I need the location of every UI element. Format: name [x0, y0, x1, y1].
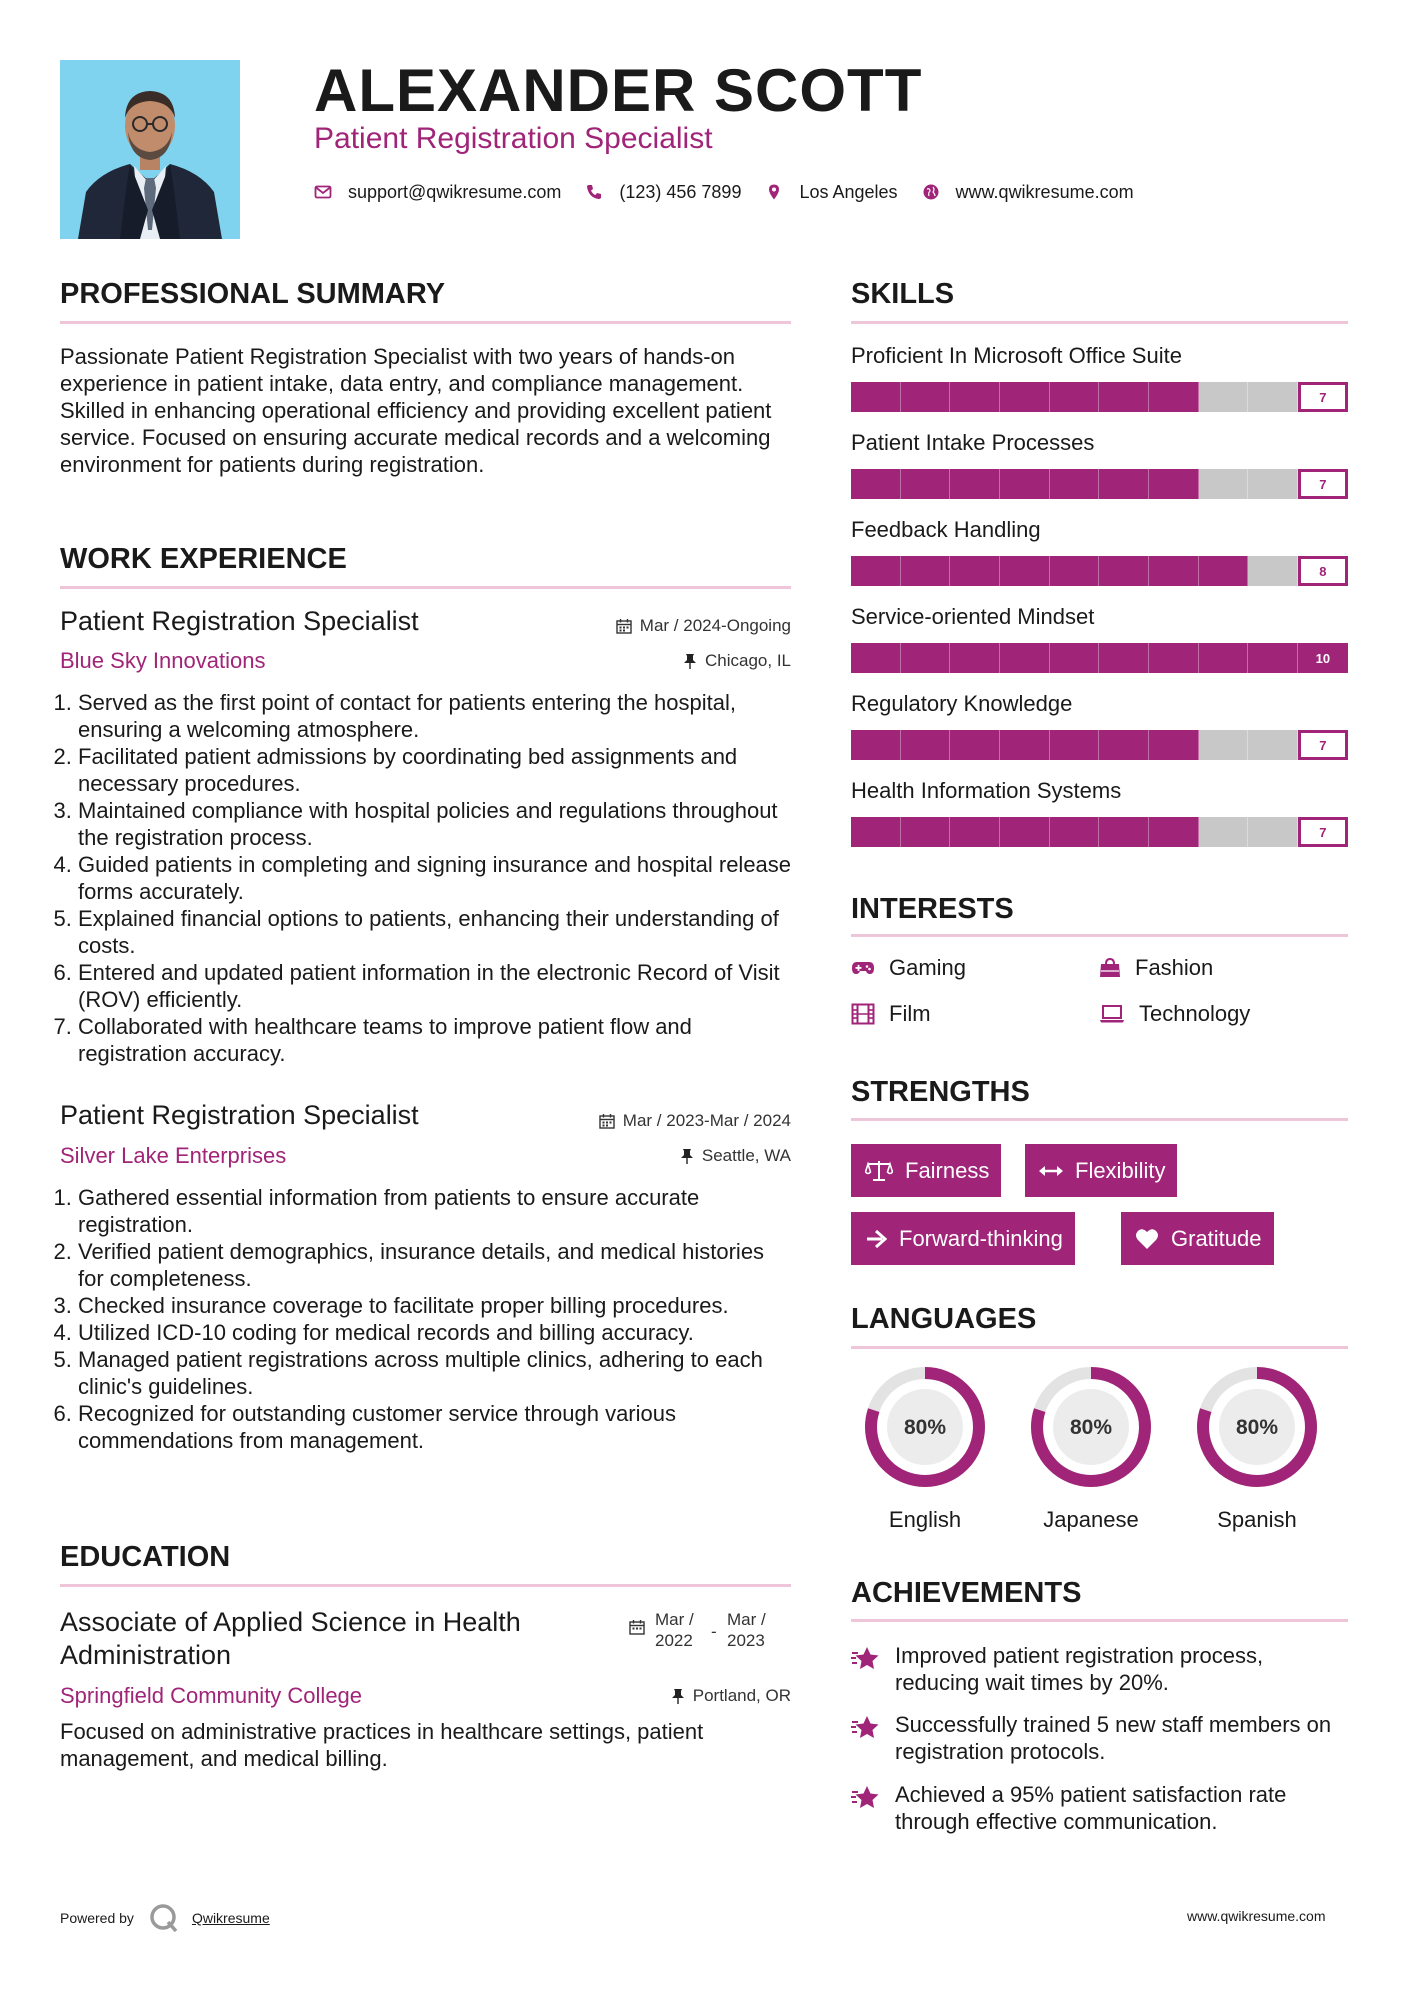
- skill-level-segment: [851, 382, 901, 412]
- shopping-bag-icon: [1099, 957, 1121, 979]
- interest-label: Gaming: [889, 955, 967, 980]
- skill-level-segment: [1149, 556, 1199, 586]
- contact-phone-text: (123) 456 7899: [619, 181, 742, 202]
- skill-label: Health Information Systems: [851, 778, 1122, 803]
- globe-icon: [922, 183, 940, 201]
- skill-level-segment: [851, 730, 901, 760]
- calendar-icon: [599, 1113, 615, 1129]
- skill-level-segment: [851, 643, 901, 673]
- calendar-icon: [616, 618, 632, 634]
- star-award-icon: [851, 1783, 883, 1811]
- list-item: 4. Guided patients in completing and signing insurance and hospital release forms accurately.: [78, 851, 795, 905]
- thumbtack-icon: [683, 653, 697, 669]
- strengths-heading: STRENGTHS: [851, 1076, 1030, 1108]
- achievement-item: [851, 1781, 1351, 1835]
- skills-rule: [851, 321, 1348, 324]
- skill-label: Feedback Handling: [851, 517, 1041, 542]
- job-company: Blue Sky Innovations: [60, 648, 266, 673]
- footer-website[interactable]: www.qwikresume.com: [1187, 1908, 1326, 1924]
- date-separator: -: [711, 1622, 717, 1641]
- skill-level-segment: [1050, 730, 1100, 760]
- candidate-title: Patient Registration Specialist: [314, 122, 713, 155]
- interests-rule: [851, 934, 1348, 937]
- skill-level-segment: [1199, 643, 1249, 673]
- skill-level-segment: [1099, 730, 1149, 760]
- interest-item-technology: [1099, 1001, 1250, 1027]
- interest-label: Technology: [1139, 1001, 1251, 1026]
- job-dates-text: Mar / 2024-Ongoing: [639, 616, 791, 635]
- contact-email-text: support@qwikresume.com: [348, 181, 562, 202]
- skill-level-segment: [950, 382, 1000, 412]
- language-label: Spanish: [1217, 1507, 1297, 1532]
- skill-level-segment: [901, 556, 951, 586]
- arrow-right-icon: [865, 1229, 887, 1249]
- arrows-h-icon: [1039, 1164, 1063, 1178]
- languages-heading: LANGUAGES: [851, 1303, 1037, 1335]
- list-item: 7. Collaborated with healthcare teams to improve patient flow and registration accuracy.: [78, 1013, 795, 1067]
- powered-by-text: Powered by: [60, 1910, 134, 1926]
- strength-tag-gratitude: [1121, 1212, 1274, 1265]
- star-award-icon: [851, 1644, 883, 1672]
- job-company: Silver Lake Enterprises: [60, 1143, 287, 1168]
- job-dates-text: Mar / 2023-Mar / 2024: [622, 1111, 791, 1130]
- language-label: English: [888, 1507, 962, 1532]
- skill-level-segment: [851, 817, 901, 847]
- phone-icon: [585, 183, 603, 201]
- skill-level-bar: [851, 556, 1348, 586]
- list-item: 2. Verified patient demographics, insurance details, and medical histories for completeness.: [78, 1238, 795, 1292]
- candidate-name: ALEXANDER SCOTT: [314, 57, 923, 124]
- language-percent: 80%: [1235, 1416, 1279, 1439]
- qwikresume-logo-icon: [148, 1903, 180, 1933]
- language-item: [845, 1364, 1005, 1533]
- skill-label: Regulatory Knowledge: [851, 691, 1073, 716]
- thumbtack-icon: [671, 1688, 685, 1704]
- calendar-icon: [629, 1619, 645, 1635]
- achievement-item: [851, 1642, 1351, 1696]
- job-duties-list: [60, 689, 795, 1067]
- interest-item-fashion: [1099, 955, 1213, 981]
- list-item: 2. Facilitated patient admissions by coordinating bed assignments and necessary procedures.: [78, 743, 795, 797]
- language-donut: [1011, 1364, 1171, 1490]
- list-item: 4. Utilized ICD-10 coding for medical records and billing accuracy.: [78, 1319, 795, 1346]
- contact-email[interactable]: [314, 182, 561, 203]
- list-item: 1. Gathered essential information from patients to ensure accurate registration.: [78, 1184, 795, 1238]
- skill-item: [851, 604, 1348, 691]
- skill-level-segment: [1050, 382, 1100, 412]
- list-item: 5. Explained financial options to patients, enhancing their understanding of costs.: [78, 905, 795, 959]
- interests-heading: INTERESTS: [851, 893, 1014, 925]
- skill-level-segment: [950, 817, 1000, 847]
- skill-label: Service-oriented Mindset: [851, 604, 1095, 629]
- list-item: 5. Managed patient registrations across multiple clinics, adhering to each clinic's guidelines.: [78, 1346, 795, 1400]
- skills-list: [851, 343, 1348, 865]
- experience-rule: [60, 586, 791, 589]
- skill-level-segment: [1248, 817, 1298, 847]
- skill-level-segment: [1149, 469, 1199, 499]
- language-item: [1011, 1364, 1171, 1533]
- school-location-text: Portland, OR: [692, 1686, 791, 1705]
- skill-label: Patient Intake Processes: [851, 430, 1095, 455]
- school-name: Springfield Community College: [60, 1683, 363, 1708]
- skill-level-bar: [851, 817, 1348, 847]
- list-item: 3. Maintained compliance with hospital policies and regulations throughout the registration process.: [78, 797, 795, 851]
- list-item: 6. Entered and updated patient information in the electronic Record of Visit (ROV) efficiently.: [78, 959, 795, 1013]
- skill-level-value: 8: [1298, 556, 1348, 586]
- skill-level-segment: [1000, 469, 1050, 499]
- gamepad-icon: [851, 960, 875, 976]
- skill-level-segment: [950, 469, 1000, 499]
- skills-heading: SKILLS: [851, 278, 955, 310]
- skill-level-segment: [901, 730, 951, 760]
- language-donut: [1177, 1364, 1337, 1490]
- strength-label: Fairness: [905, 1157, 990, 1183]
- contact-website[interactable]: [922, 182, 1134, 203]
- education-rule: [60, 1584, 791, 1587]
- skill-level-segment: [1248, 382, 1298, 412]
- skill-level-segment: [901, 643, 951, 673]
- skill-level-segment: [1149, 643, 1199, 673]
- strengths-rule: [851, 1118, 1348, 1121]
- strength-tag-forward-thinking: [851, 1212, 1075, 1265]
- skill-level-segment: [1099, 556, 1149, 586]
- language-donut: [845, 1364, 1005, 1490]
- skill-level-bar: [851, 469, 1348, 499]
- skill-level-segment: [1248, 556, 1298, 586]
- school-location: [491, 1686, 791, 1706]
- contact-website-text: www.qwikresume.com: [955, 181, 1134, 202]
- experience-heading: WORK EXPERIENCE: [60, 543, 347, 575]
- languages-list: [845, 1364, 1355, 1540]
- language-label: Japanese: [1043, 1507, 1139, 1532]
- languages-rule: [851, 1346, 1348, 1349]
- skill-level-segment: [901, 817, 951, 847]
- footer-powered-by: [60, 1903, 270, 1933]
- interest-item-film: [851, 1001, 931, 1027]
- skill-item: [851, 430, 1348, 517]
- achievement-text: Improved patient registration process, reducing wait times by 20%.: [895, 1643, 1264, 1695]
- skill-level-segment: [901, 469, 951, 499]
- contact-bar: [314, 180, 1158, 204]
- skill-level-segment: [851, 469, 901, 499]
- skill-level-segment: [1099, 817, 1149, 847]
- skill-level-segment: [1248, 643, 1298, 673]
- skill-level-bar: [851, 730, 1348, 760]
- envelope-icon: [314, 183, 332, 201]
- language-percent: 80%: [903, 1416, 947, 1439]
- job-location: [491, 651, 791, 671]
- job-title: Patient Registration Specialist: [60, 1100, 419, 1130]
- skill-level-segment: [1099, 643, 1149, 673]
- strength-label: Forward-thinking: [899, 1225, 1063, 1251]
- skill-level-segment: [1000, 382, 1050, 412]
- education-heading: EDUCATION: [60, 1541, 231, 1573]
- achievement-text: Achieved a 95% patient satisfaction rate through effective communication.: [895, 1782, 1287, 1834]
- skill-level-segment: [950, 643, 1000, 673]
- achievement-item: [851, 1711, 1351, 1765]
- job-title: Patient Registration Specialist: [60, 606, 419, 636]
- contact-location: [765, 182, 897, 203]
- heart-icon: [1135, 1228, 1159, 1250]
- skill-level-segment: [1050, 556, 1100, 586]
- skill-item: [851, 691, 1348, 778]
- skill-level-segment: [1199, 730, 1249, 760]
- skill-level-value: 7: [1298, 730, 1348, 760]
- skill-level-segment: [901, 382, 951, 412]
- language-item: [1177, 1364, 1337, 1533]
- job-dates: [491, 616, 791, 636]
- skill-label: Proficient In Microsoft Office Suite: [851, 343, 1182, 368]
- achievement-text: Successfully trained 5 new staff members on registration protocols.: [895, 1712, 1332, 1764]
- skill-level-segment: [950, 556, 1000, 586]
- skill-level-segment: [1149, 817, 1199, 847]
- skill-level-value: 10: [1298, 643, 1348, 673]
- skill-level-segment: [1199, 817, 1249, 847]
- film-icon: [851, 1003, 875, 1025]
- job-location: [491, 1146, 791, 1166]
- summary-rule: [60, 321, 791, 324]
- strength-label: Flexibility: [1075, 1157, 1166, 1183]
- skill-level-value: 7: [1298, 469, 1348, 499]
- summary-heading: PROFESSIONAL SUMMARY: [60, 278, 446, 310]
- education-start-date: Mar / 2022: [655, 1610, 694, 1650]
- skill-level-segment: [1000, 817, 1050, 847]
- skill-item: [851, 517, 1348, 604]
- skill-level-segment: [1248, 469, 1298, 499]
- profile-photo-image: [60, 60, 240, 239]
- list-item: 6. Recognized for outstanding customer service through various commendations from management.: [78, 1400, 795, 1454]
- education-text: Focused on administrative practices in healthcare settings, patient management, and medical billing.: [60, 1719, 704, 1771]
- skill-level-segment: [1199, 382, 1249, 412]
- strength-tag-fairness: [851, 1144, 1001, 1197]
- skill-level-segment: [1099, 382, 1149, 412]
- summary-text: Passionate Patient Registration Specialist with two years of hands-on experience in patient intake, data entry, and compliance management. Skilled in enhancing operational efficiency and providing excellent patient service. Focused on ensuring accurate medical records and a welcoming environment for patients during registration.: [60, 344, 772, 477]
- brand-link[interactable]: Qwikresume: [191, 1910, 270, 1926]
- job-dates: [491, 1111, 791, 1131]
- skill-level-value: 7: [1298, 382, 1348, 412]
- skill-level-bar: [851, 382, 1348, 412]
- laptop-icon: [1099, 1004, 1125, 1024]
- balance-scale-icon: [865, 1159, 893, 1183]
- skill-level-segment: [1000, 556, 1050, 586]
- thumbtack-icon: [680, 1148, 694, 1164]
- interest-label: Fashion: [1135, 955, 1214, 980]
- skill-level-segment: [1000, 643, 1050, 673]
- skill-level-segment: [1149, 730, 1199, 760]
- education-dates: [629, 1609, 783, 1651]
- list-item: 3. Checked insurance coverage to facilitate proper billing procedures.: [78, 1292, 795, 1319]
- profile-photo: [60, 60, 240, 239]
- list-item: 1. Served as the first point of contact for patients entering the hospital, ensuring a welcoming atmosphere.: [78, 689, 795, 743]
- job-duties-list: [60, 1184, 795, 1454]
- contact-phone[interactable]: [585, 182, 741, 203]
- skill-level-segment: [1248, 730, 1298, 760]
- skill-level-segment: [1099, 469, 1149, 499]
- skill-level-segment: [950, 730, 1000, 760]
- skill-item: [851, 778, 1348, 865]
- skill-level-segment: [1050, 469, 1100, 499]
- skill-level-segment: [1050, 817, 1100, 847]
- skill-level-segment: [851, 556, 901, 586]
- skill-level-segment: [1050, 643, 1100, 673]
- strength-label: Gratitude: [1171, 1225, 1262, 1251]
- skill-level-value: 7: [1298, 817, 1348, 847]
- achievements-rule: [851, 1619, 1348, 1622]
- skill-level-segment: [1000, 730, 1050, 760]
- education-end-date: Mar / 2023: [727, 1610, 766, 1650]
- skill-level-segment: [1199, 556, 1249, 586]
- job-location-text: Seattle, WA: [701, 1146, 791, 1165]
- interest-item-gaming: [851, 955, 966, 981]
- skill-level-segment: [1149, 382, 1199, 412]
- skill-item: [851, 343, 1348, 430]
- star-award-icon: [851, 1713, 883, 1741]
- degree-title: Associate of Applied Science in Health Administration: [60, 1607, 521, 1670]
- achievements-heading: ACHIEVEMENTS: [851, 1577, 1082, 1609]
- map-marker-icon: [765, 183, 783, 201]
- language-percent: 80%: [1069, 1416, 1113, 1439]
- job-location-text: Chicago, IL: [705, 651, 791, 670]
- skill-level-bar: [851, 643, 1348, 673]
- strength-tag-flexibility: [1025, 1144, 1177, 1197]
- skill-level-segment: [1199, 469, 1249, 499]
- contact-location-text: Los Angeles: [799, 181, 898, 202]
- interest-label: Film: [889, 1001, 931, 1026]
